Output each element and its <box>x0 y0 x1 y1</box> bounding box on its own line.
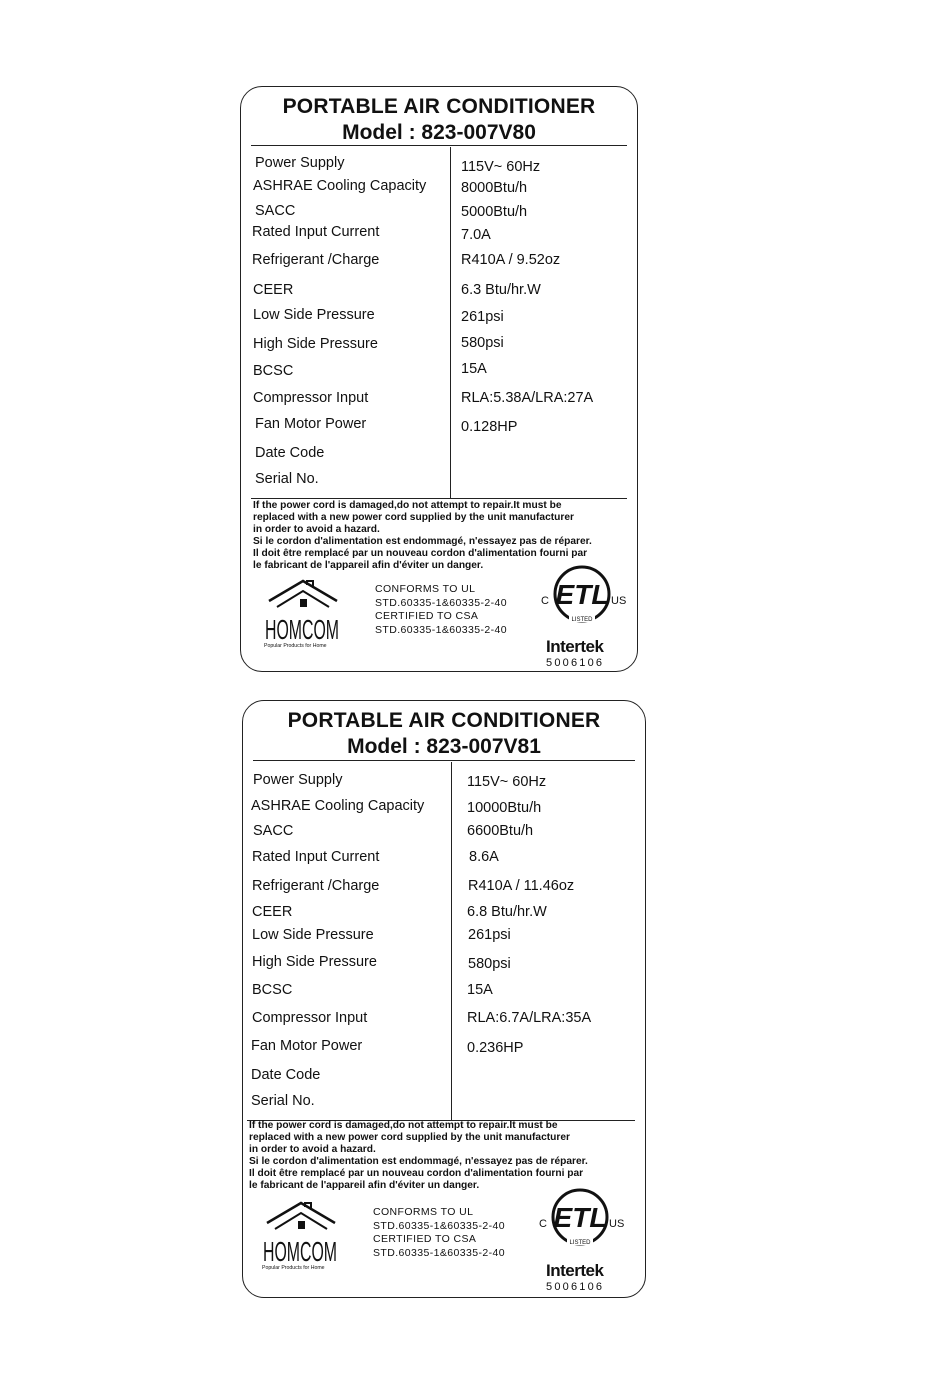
spec-row <box>241 252 637 274</box>
spec-row <box>241 155 637 177</box>
spec-row <box>241 416 637 438</box>
spec-name: Power Supply <box>255 155 345 171</box>
svg-text:HOMCOM: HOMCOM <box>263 1236 337 1267</box>
spec-row <box>243 1093 645 1115</box>
svg-text:LISTED: LISTED <box>569 1240 591 1246</box>
control-number: 5006106 <box>546 1281 605 1293</box>
spec-value: 7.0A <box>461 227 491 243</box>
spec-value: 0.128HP <box>461 419 518 435</box>
spec-name: High Side Pressure <box>253 336 378 352</box>
spec-name: CEER <box>252 904 293 920</box>
spec-name: ASHRAE Cooling Capacity <box>253 178 427 194</box>
conformity-line: CONFORMS TO UL <box>375 583 476 595</box>
spec-value: 15A <box>461 361 487 377</box>
intertek-logo: Intertek <box>546 637 604 656</box>
conformity-line: STD.60335-1&60335-2-40 <box>375 596 507 609</box>
spec-name: SACC <box>253 823 294 839</box>
conformity-line: CONFORMS TO UL <box>373 1206 474 1218</box>
spec-value: 15A <box>467 982 493 998</box>
spec-value: RLA:6.7A/LRA:35A <box>467 1010 592 1026</box>
spec-row <box>243 1067 645 1089</box>
spec-value: 8.6A <box>469 849 499 865</box>
spec-name: Fan Motor Power <box>251 1038 363 1054</box>
spec-name: Rated Input Current <box>252 849 380 865</box>
warning-line: replaced with a new power cord supplied by the unit manufacturer <box>253 512 574 523</box>
label-title: PORTABLE AIR CONDITIONER <box>282 95 596 118</box>
divider <box>253 760 635 761</box>
warning-line: le fabricant de l'appareil afin d'éviter un danger. <box>253 560 484 571</box>
spec-row <box>241 336 637 358</box>
intertek-logo: Intertek <box>546 1261 604 1280</box>
svg-text:US: US <box>611 595 627 607</box>
warning-text <box>249 1120 639 1192</box>
warning-line: Si le cordon d'alimentation est endommagé, n'essayez pas de réparer. <box>249 1156 588 1167</box>
spec-name: Refrigerant /Charge <box>252 252 380 268</box>
spec-row <box>243 904 645 926</box>
spec-name: Date Code <box>251 1067 321 1083</box>
spec-value: 261psi <box>468 927 511 943</box>
rating-label-1 <box>240 86 638 672</box>
svg-text:C: C <box>541 595 549 607</box>
spec-value: 115V~ 60Hz <box>461 159 541 175</box>
spec-name: Compressor Input <box>252 1010 368 1026</box>
etl-listed-mark <box>537 564 627 624</box>
spec-row <box>243 927 645 949</box>
spec-row <box>241 224 637 246</box>
spec-name: BCSC <box>252 982 293 998</box>
spec-value: 5000Btu/h <box>461 204 528 220</box>
spec-row <box>241 445 637 467</box>
spec-name: Low Side Pressure <box>253 307 375 323</box>
spec-row <box>243 798 645 820</box>
spec-row <box>241 178 637 200</box>
spec-name: Power Supply <box>253 772 343 788</box>
spec-value: R410A / 9.52oz <box>461 252 561 268</box>
divider <box>251 145 627 146</box>
svg-text:ETL: ETL <box>553 1202 607 1233</box>
spec-row <box>243 1010 645 1032</box>
svg-text:ETL: ETL <box>555 579 609 610</box>
svg-text:US: US <box>609 1218 625 1230</box>
spec-row <box>243 982 645 1004</box>
warning-line: in order to avoid a hazard. <box>253 524 380 535</box>
conformity-line: STD.60335-1&60335-2-40 <box>373 1246 505 1259</box>
conformity-statement <box>375 583 507 637</box>
spec-value: R410A / 11.46oz <box>468 878 575 894</box>
spec-name: CEER <box>253 282 294 298</box>
spec-value: 10000Btu/h <box>467 800 542 816</box>
homcom-logo <box>263 577 343 649</box>
spec-name: Rated Input Current <box>252 224 380 240</box>
warning-line: Il doit être remplacé par un nouveau cordon d'alimentation fourni par <box>253 548 588 559</box>
spec-name: Compressor Input <box>253 390 369 406</box>
warning-line: Il doit être remplacé par un nouveau cordon d'alimentation fourni par <box>249 1168 584 1179</box>
conformity-statement <box>373 1206 505 1260</box>
warning-line: in order to avoid a hazard. <box>249 1144 376 1155</box>
spec-row <box>241 307 637 329</box>
spec-name: Low Side Pressure <box>252 927 374 943</box>
spec-row <box>243 772 645 794</box>
rating-label-2 <box>242 700 646 1298</box>
model-number: Model : 823-007V81 <box>347 735 541 758</box>
conformity-line: STD.60335-1&60335-2-40 <box>373 1219 505 1232</box>
spec-value: 580psi <box>468 956 511 972</box>
svg-text:Popular Products for Home: Popular Products for Home <box>262 1265 325 1271</box>
conformity-line: CERTIFIED TO CSA <box>375 610 479 622</box>
model-number: Model : 823-007V80 <box>342 121 536 144</box>
warning-text <box>253 500 631 572</box>
svg-text:Popular Products for Home: Popular Products for Home <box>264 643 327 649</box>
spec-value: 0.236HP <box>467 1040 524 1056</box>
conformity-line: STD.60335-1&60335-2-40 <box>375 623 507 636</box>
spec-name: High Side Pressure <box>252 954 377 970</box>
warning-line: Si le cordon d'alimentation est endommagé, n'essayez pas de réparer. <box>253 536 592 547</box>
label-title: PORTABLE AIR CONDITIONER <box>287 709 601 732</box>
warning-line: If the power cord is damaged,do not attempt to repair.It must be <box>249 1120 558 1131</box>
spec-row <box>243 878 645 900</box>
spec-value: RLA:5.38A/LRA:27A <box>461 390 594 406</box>
spec-row <box>241 471 637 493</box>
spec-name: ASHRAE Cooling Capacity <box>251 798 425 814</box>
spec-name: Serial No. <box>255 471 319 487</box>
spec-row <box>241 363 637 385</box>
warning-line: le fabricant de l'appareil afin d'éviter un danger. <box>249 1180 480 1191</box>
control-number: 5006106 <box>546 657 605 669</box>
spec-name: Fan Motor Power <box>255 416 367 432</box>
conformity-line: CERTIFIED TO CSA <box>373 1233 477 1245</box>
spec-row <box>241 282 637 304</box>
svg-text:LISTED: LISTED <box>571 617 593 623</box>
spec-value: 580psi <box>461 335 504 351</box>
spec-row <box>241 390 637 412</box>
spec-name: Date Code <box>255 445 325 461</box>
spec-name: Refrigerant /Charge <box>252 878 380 894</box>
spec-value: 115V~ 60Hz <box>467 774 547 790</box>
spec-name: BCSC <box>253 363 294 379</box>
spec-row <box>243 1038 645 1060</box>
warning-line: replaced with a new power cord supplied by the unit manufacturer <box>249 1132 570 1143</box>
etl-listed-mark <box>535 1187 625 1247</box>
homcom-logo <box>261 1199 341 1271</box>
spec-value: 8000Btu/h <box>461 180 528 196</box>
svg-text:C: C <box>539 1218 547 1230</box>
spec-value: 6600Btu/h <box>467 823 534 839</box>
spec-value: 261psi <box>461 309 504 325</box>
spec-name: SACC <box>255 203 296 219</box>
spec-row <box>243 954 645 976</box>
spec-value: 6.8 Btu/hr.W <box>467 904 547 920</box>
divider <box>251 498 627 499</box>
spec-name: Serial No. <box>251 1093 315 1109</box>
spec-value: 6.3 Btu/hr.W <box>461 282 541 298</box>
spec-row <box>241 203 637 225</box>
spec-row <box>243 849 645 871</box>
svg-text:HOMCOM: HOMCOM <box>265 614 339 645</box>
warning-line: If the power cord is damaged,do not attempt to repair.It must be <box>253 500 562 511</box>
spec-row <box>243 823 645 845</box>
